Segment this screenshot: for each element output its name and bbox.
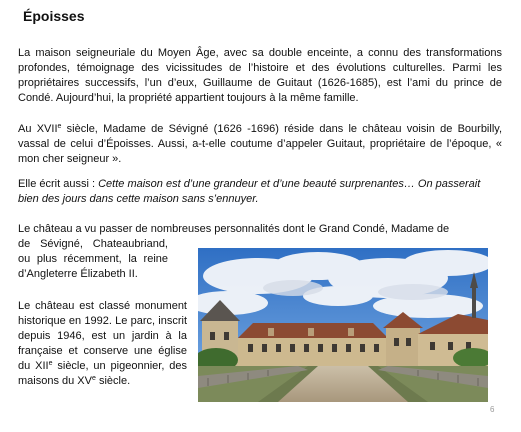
text-segment: siècle. <box>95 375 131 387</box>
paragraph-history: La maison seigneuriale du Moyen Âge, avec sa double enceinte, a connu des transformations profondes, témoignage des vicissitudes de l’histoire et des évolutions culturelles. Parmi les propriétaires successifs, l’un d’eux, Guillaume de Guitaut (1626-1685), est l’ami du prince de Condé. Aujourd’hui, la propriété appartient toujours à la même famille. <box>18 47 502 104</box>
quote-text: Cette maison est d’une grandeur et d’une beauté surprenantes… On passerait bien des jours dans cette maison sans s’ennuyer. <box>18 178 481 205</box>
paragraph-personalities-rest: de Sévigné, Chateaubriand, ou plus récemment, la reine d’Angleterre Élizabeth II. <box>18 238 168 280</box>
superscript: e <box>48 360 53 367</box>
page-number: 6 <box>490 405 495 414</box>
paragraph-personalities-line1: Le château a vu passer de nombreuses personnalités dont le Grand Condé, Madame de <box>18 223 450 235</box>
text-segment: Le château est classé monument historique en 1992. Le parc, inscrit depuis 1946, est un jardin à la française et conserve une église du XII <box>18 300 187 372</box>
text-segment: siècle, Madame de Sévigné (1626 -1696) réside dans le château voisin de Bourbilly, vassal de celui d’Époisses. Aussi, a-t-elle coutume d’appeler Guitaut, propriétaire de l’époque, « mon cher seigneur ». <box>18 123 503 165</box>
chateau-photo <box>198 248 488 402</box>
paragraph-sevigne <box>18 122 502 167</box>
superscript: e <box>91 375 96 382</box>
text-segment: siècle, un pigeonnier, des maisons du XV <box>18 360 187 387</box>
paragraph-quote <box>18 177 502 207</box>
superscript: e <box>57 123 62 130</box>
quote-lead: Elle écrit aussi : <box>18 178 99 190</box>
slide-title: Époisses <box>23 8 85 24</box>
text-segment: Au XVII <box>18 123 58 135</box>
paragraph-monument <box>18 299 187 389</box>
